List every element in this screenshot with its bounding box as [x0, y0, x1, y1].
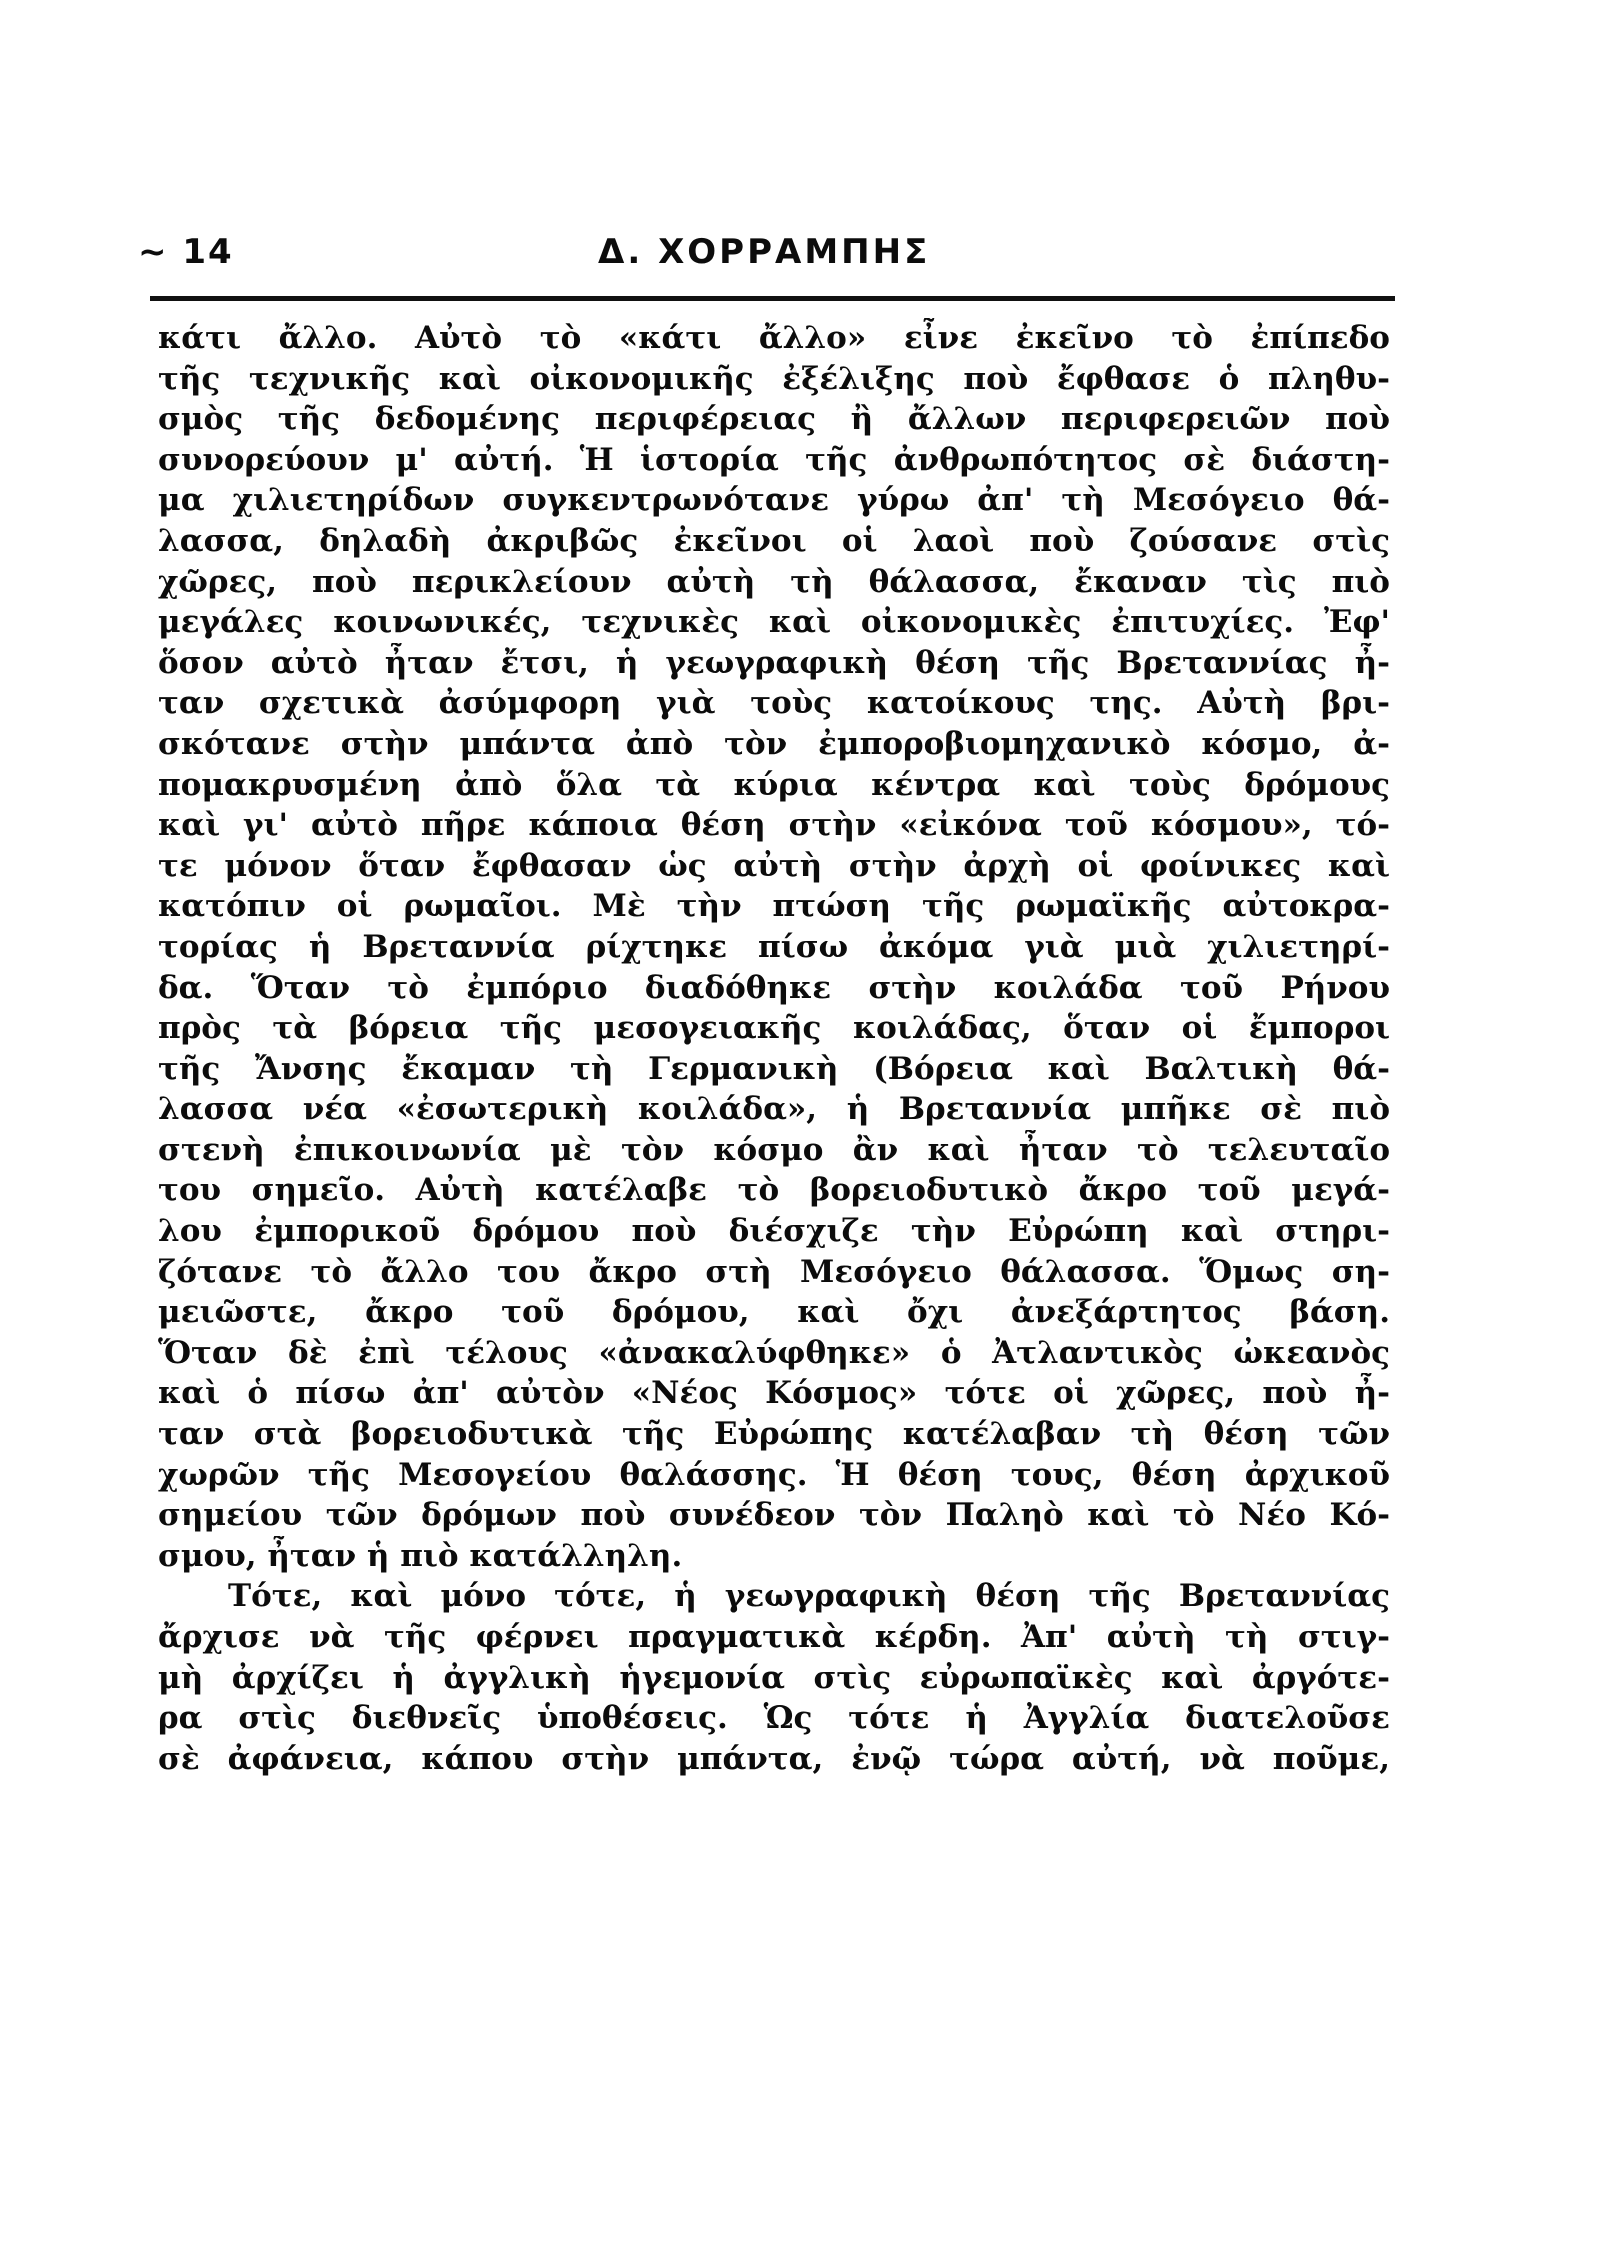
text-line: χῶρες, ποὺ περικλείουν αὐτὴ τὴ θάλασσα, ἔκαναν τὶς πιὸ [158, 563, 1390, 600]
text-line: καὶ ὁ πίσω ἀπ' αὐτὸν «Νέος Κόσμος» τότε οἱ χῶρες, ποὺ ἦ- [158, 1375, 1390, 1412]
text-line: μα χιλιετηρίδων συγκεντρωνότανε γύρω ἀπ' τὴ Μεσόγειο θά- [158, 482, 1390, 519]
text-line: σὲ ἀφάνεια, κάπου στὴν μπάντα, ἐνῷ τώρα αὐτή, νὰ ποῦμε, [158, 1740, 1390, 1777]
text-line: καὶ γι' αὐτὸ πῆρε κάποια θέση στὴν «εἰκόνα τοῦ κόσμου», τό- [158, 807, 1390, 844]
text-line: πρὸς τὰ βόρεια τῆς μεσογειακῆς κοιλάδας, ὅταν οἱ ἔμποροι [158, 1010, 1390, 1047]
text-line: σκότανε στὴν μπάντα ἀπὸ τὸν ἐμποροβιομηχανικὸ κόσμο, ἀ- [158, 725, 1390, 762]
header-rule [150, 296, 1395, 301]
page-number: ~ 14 [138, 232, 234, 272]
body-text [158, 318, 1390, 1779]
text-line: μὴ ἀρχίζει ἡ ἀγγλικὴ ἡγεμονία στὶς εὐρωπαϊκὲς καὶ ἀργότε- [158, 1659, 1390, 1696]
text-line: συνορεύουν μ' αὐτή. Ἡ ἱστορία τῆς ἀνθρωπότητος σὲ διάστη- [158, 441, 1390, 478]
text-line: σμὸς τῆς δεδομένης περιφέρειας ἢ ἄλλων περιφερειῶν ποὺ [158, 401, 1390, 438]
text-line: τῆς τεχνικῆς καὶ οἰκονομικῆς ἐξέλιξης ποὺ ἔφθασε ὁ πληθυ- [158, 360, 1390, 397]
text-line: του σημεῖο. Αὐτὴ κατέλαβε τὸ βορειοδυτικὸ ἄκρο τοῦ μεγά- [158, 1172, 1390, 1209]
text-line: ταν σχετικὰ ἀσύμφορη γιὰ τοὺς κατοίκους της. Αὐτὴ βρι- [158, 685, 1390, 722]
text-line: ταν στὰ βορειοδυτικὰ τῆς Εὐρώπης κατέλαβαν τὴ θέση τῶν [158, 1416, 1390, 1453]
text-line: λασσα, δηλαδὴ ἀκριβῶς ἐκεῖνοι οἱ λαοὶ ποὺ ζούσανε στὶς [158, 522, 1390, 559]
text-line: ἄρχισε νὰ τῆς φέρνει πραγματικὰ κέρδη. Ἀπ' αὐτὴ τὴ στιγ- [158, 1619, 1390, 1655]
text-line: λου ἐμπορικοῦ δρόμου ποὺ διέσχιζε τὴν Εὐρώπη καὶ στηρι- [158, 1213, 1390, 1250]
text-line: λασσα νέα «ἐσωτερικὴ κοιλάδα», ἡ Βρεταννία μπῆκε σὲ πιὸ [158, 1091, 1390, 1128]
text-line: στενὴ ἐπικοινωνία μὲ τὸν κόσμο ἂν καὶ ἦταν τὸ τελευταῖο [158, 1131, 1390, 1168]
text-line: μεγάλες κοινωνικές, τεχνικὲς καὶ οἰκονομικὲς ἐπιτυχίες. Ἐφ' [158, 604, 1390, 641]
running-head-title: Δ. ΧΟΡΡΑΜΠΗΣ [598, 232, 931, 272]
text-line: δα. Ὅταν τὸ ἐμπόριο διαδόθηκε στὴν κοιλάδα τοῦ Ρήνου [158, 969, 1390, 1006]
text-line: τορίας ἡ Βρεταννία ρίχτηκε πίσω ἀκόμα γιὰ μιὰ χιλιετηρί- [158, 928, 1390, 965]
running-head [138, 232, 1400, 282]
text-line: μειῶστε, ἄκρο τοῦ δρόμου, καὶ ὄχι ἀνεξάρτητος βάση. [158, 1294, 1390, 1331]
text-line: τε μόνον ὅταν ἔφθασαν ὡς αὐτὴ στὴν ἀρχὴ οἱ φοίνικες καὶ [158, 847, 1390, 884]
text-line: ρα στὶς διεθνεῖς ὑποθέσεις. Ὡς τότε ἡ Ἀγγλία διατελοῦσε [158, 1700, 1390, 1737]
text-line: κάτι ἄλλο. Αὐτὸ τὸ «κάτι ἄλλο» εἶνε ἐκεῖνο τὸ ἐπίπεδο [158, 320, 1390, 356]
text-line: κατόπιν οἱ ρωμαῖοι. Μὲ τὴν πτώση τῆς ρωμαϊκῆς αὐτοκρα- [158, 888, 1390, 925]
text-line: τῆς Ἄνσης ἔκαμαν τὴ Γερμανικὴ (Βόρεια καὶ Βαλτικὴ θά- [158, 1050, 1390, 1087]
text-line: Τότε, καὶ μόνο τότε, ἡ γεωγραφικὴ θέση τῆς Βρεταννίας [228, 1578, 1390, 1615]
text-line: Ὅταν δὲ ἐπὶ τέλους «ἀνακαλύφθηκε» ὁ Ἀτλαντικὸς ὠκεανὸς [158, 1334, 1390, 1371]
text-line: ζότανε τὸ ἄλλο του ἄκρο στὴ Μεσόγειο θάλασσα. Ὅμως ση- [158, 1253, 1390, 1290]
text-line: χωρῶν τῆς Μεσογείου θαλάσσης. Ἡ θέση τους, θέση ἀρχικοῦ [158, 1456, 1390, 1493]
text-line: σμου, ἦταν ἡ πιὸ κατάλληλη. [158, 1537, 683, 1574]
text-line: ὅσον αὐτὸ ἦταν ἔτσι, ἡ γεωγραφικὴ θέση τῆς Βρεταννίας ἦ- [158, 644, 1390, 681]
text-line: σημείου τῶν δρόμων ποὺ συνέδεον τὸν Παληὸ καὶ τὸ Νέο Κό- [158, 1497, 1390, 1534]
text-line: πομακρυσμένη ἀπὸ ὅλα τὰ κύρια κέντρα καὶ τοὺς δρόμους [158, 766, 1390, 803]
